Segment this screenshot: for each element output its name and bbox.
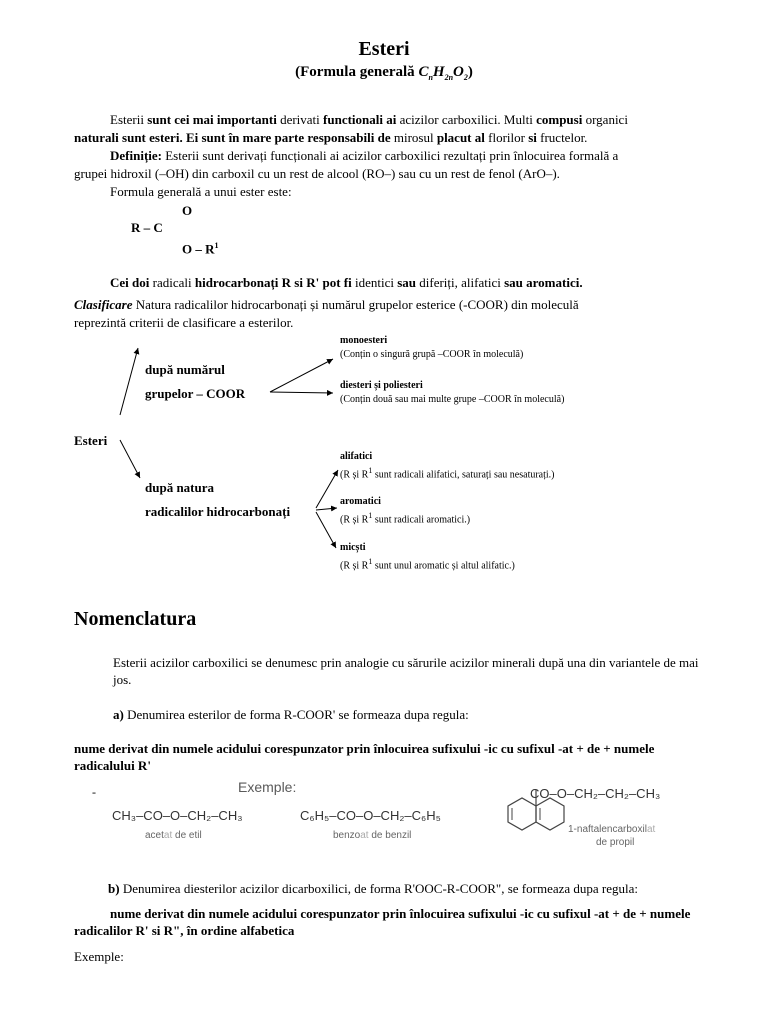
page-title: Esteri [358,38,410,60]
nomenclature-p1-line-2: jos. [113,672,132,687]
example-2-formula: C₆H₅–CO–O–CH₂–C₆H₅ [300,808,441,823]
example-1-formula: CH₃–CO–O–CH₂–CH₃ [112,808,243,823]
rule-b-line-1: nume derivat din numele acidului corespunzator prin înlocuirea sufixului -ic cu sufixul -at + de + numele [110,906,691,921]
alif-desc: (R și $R^1$ sunt radicali alifatici, saturați sau nesaturați.) [340,466,555,481]
diagram-root: Esteri [74,433,108,448]
branch-2-line-2: radicalilor hidrocarbonați [145,504,291,519]
example-3-formula: CO–O–CH₂–CH₂–CH₃ [530,786,661,801]
nomenclature-heading: Nomenclatura [74,608,197,630]
mono-desc: (Conțin o singură grupă –COOR în moleculă) [340,349,524,360]
example-1-name: acetat de etil [145,830,202,841]
branch-1-line-2: grupelor – COOR [145,386,246,401]
rule-a-line-2: radicalului R' [74,758,151,773]
subtitle-formula: $C_nH_{2n}O_2$ [418,64,468,82]
rule-b-intro: b) Denumirea diesterilor acizilor dicarboxilici, de forma R'OOC-R-COOR", se formeaza dupa regula: [108,881,639,896]
intro-line-2: naturali sunt esteri. Ei sunt în mare parte responsabili de mirosul placut al florilor si fructelor. [74,130,588,145]
definition-line-1: Definiție: Esterii sunt derivați funcționali ai acizilor carboxilici rezultați prin înlocuirea formală a [110,148,619,163]
alif-title: alifatici [340,451,373,462]
classification-line-2: reprezintă criterii de clasificare a esterilor. [74,315,294,330]
definition-line-2: grupei hidroxil (–OH) din carboxil cu un rest de alcool (RO–) sau cu un rest de fenol (ArO–). [74,166,560,181]
structure-r-c: R – C [131,220,163,235]
subtitle-prefix: (Formula generală [295,64,419,80]
bullet-dash: - [92,785,96,799]
rule-a-intro: a) Denumirea esterilor de forma R-COOR' se formeaza dupa regula: [113,707,469,722]
radicals-sentence: Cei doi radicali hidrocarbonați R si R' pot fi identici sau diferiți, alifatici sau aromatici. [110,275,583,290]
structure-o-top: O [182,203,193,218]
nomenclature-p1-line-1: Esterii acizilor carboxilici se denumesc prin analogie cu sărurile acizilor minerali după una din variantele de mai [113,655,699,670]
structure-o-r: O – $R^1$ [182,241,219,257]
example-2-name: benzoat de benzil [333,830,412,841]
mono-title: monoesteri [340,335,388,346]
arom-title: aromatici [340,496,381,507]
examples-2-label: Exemple: [74,949,124,964]
intro-line-1: Esterii sunt cei mai importanti derivati functionali ai acizilor carboxilici. Multi compusi organici [110,112,628,127]
rule-b-line-2: radicalilor R' si R", în ordine alfabetica [74,923,295,938]
branch-1-line-1: după numărul [145,362,225,377]
subtitle-suffix: ) [467,64,473,80]
example-3-name-line-2: de propil [596,837,635,848]
classification-line-1: Clasificare Natura radicalilor hidrocarbonați și numărul grupelor esterice (-COOR) din moleculă [74,297,579,312]
arom-desc: (R și $R^1$ sunt radicali aromatici.) [340,511,471,526]
branch-2-line-1: după natura [145,480,214,495]
mix-title: micști [340,542,366,553]
examples-title: Exemple: [238,779,297,795]
di-desc: (Conțin două sau mai multe grupe –COOR în moleculă) [340,394,565,405]
di-title: diesteri și poliesteri [340,380,423,391]
general-formula-text: Formula generală a unui ester este: [110,184,292,199]
rule-a-line-1: nume derivat din numele acidului corespunzator prin înlocuirea sufixului -ic cu sufixul -at + de + numele [74,741,655,756]
example-3-name-line-1: 1-naftalencarboxilat [568,824,656,835]
mix-desc: (R și $R^1$ sunt unul aromatic și altul alifatic.) [340,557,515,572]
